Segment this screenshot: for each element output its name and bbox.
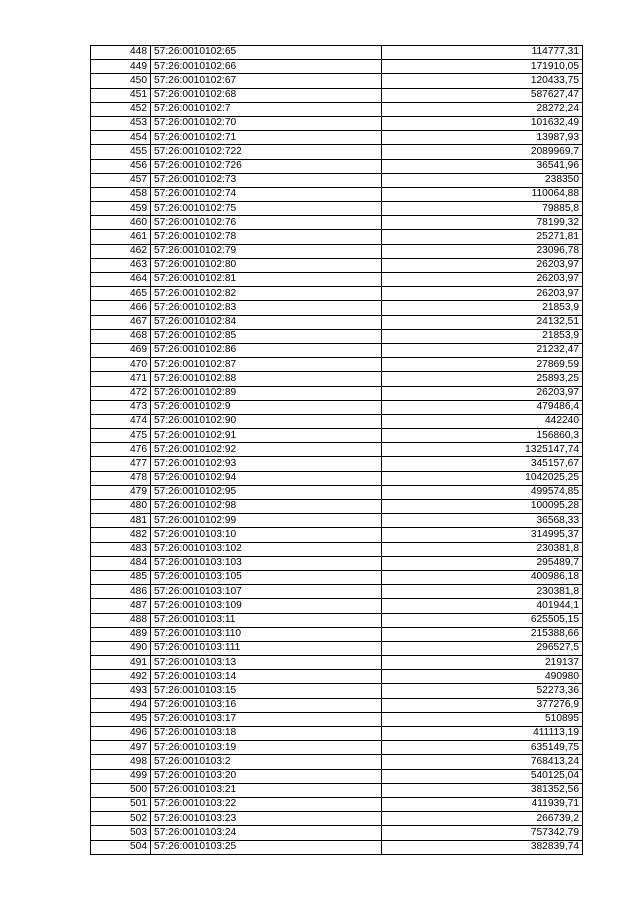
cadastral-number-cell: 57:26:0010102:88 <box>151 372 382 386</box>
table-row <box>91 88 583 102</box>
row-number-cell: 486 <box>91 585 151 599</box>
cadastral-number-cell: 57:26:0010103:17 <box>151 712 382 726</box>
cadastral-number-cell: 57:26:0010103:110 <box>151 627 382 641</box>
row-number-cell: 475 <box>91 429 151 443</box>
value-cell: 114777,31 <box>382 46 583 60</box>
cadastral-number-cell: 57:26:0010102:79 <box>151 244 382 258</box>
cadastral-number-cell: 57:26:0010102:91 <box>151 429 382 443</box>
table-row <box>91 46 583 60</box>
cadastral-number-cell: 57:26:0010102:83 <box>151 301 382 315</box>
cadastral-number-cell: 57:26:0010103:2 <box>151 755 382 769</box>
value-cell: 401944,1 <box>382 599 583 613</box>
value-cell: 345157,67 <box>382 457 583 471</box>
cadastral-number-cell: 57:26:0010102:84 <box>151 315 382 329</box>
table-row <box>91 386 583 400</box>
row-number-cell: 478 <box>91 471 151 485</box>
value-cell: 100095,28 <box>382 500 583 514</box>
table-row <box>91 656 583 670</box>
value-cell: 400986,18 <box>382 570 583 584</box>
value-cell: 26203,97 <box>382 273 583 287</box>
value-cell: 23096,78 <box>382 244 583 258</box>
row-number-cell: 480 <box>91 500 151 514</box>
table-row <box>91 840 583 854</box>
value-cell: 79885,8 <box>382 202 583 216</box>
table-row <box>91 258 583 272</box>
cadastral-number-cell: 57:26:0010102:90 <box>151 414 382 428</box>
cadastral-number-cell: 57:26:0010103:102 <box>151 542 382 556</box>
value-cell: 27869,59 <box>382 358 583 372</box>
table-row <box>91 329 583 343</box>
table-row <box>91 783 583 797</box>
value-cell: 314995,37 <box>382 528 583 542</box>
value-cell: 442240 <box>382 414 583 428</box>
row-number-cell: 492 <box>91 670 151 684</box>
row-number-cell: 500 <box>91 783 151 797</box>
table-row <box>91 287 583 301</box>
table-row <box>91 131 583 145</box>
table-row <box>91 116 583 130</box>
row-number-cell: 472 <box>91 386 151 400</box>
row-number-cell: 463 <box>91 258 151 272</box>
row-number-cell: 469 <box>91 343 151 357</box>
row-number-cell: 496 <box>91 727 151 741</box>
table-row <box>91 514 583 528</box>
value-cell: 510895 <box>382 712 583 726</box>
row-number-cell: 467 <box>91 315 151 329</box>
table-row <box>91 585 583 599</box>
value-cell: 490980 <box>382 670 583 684</box>
row-number-cell: 468 <box>91 329 151 343</box>
row-number-cell: 482 <box>91 528 151 542</box>
row-number-cell: 454 <box>91 131 151 145</box>
row-number-cell: 471 <box>91 372 151 386</box>
value-cell: 21232,47 <box>382 343 583 357</box>
row-number-cell: 470 <box>91 358 151 372</box>
value-cell: 295489,7 <box>382 556 583 570</box>
value-cell: 26203,97 <box>382 258 583 272</box>
cadastral-number-cell: 57:26:0010103:11 <box>151 613 382 627</box>
table-row <box>91 500 583 514</box>
value-cell: 296527,5 <box>382 641 583 655</box>
value-cell: 382839,74 <box>382 840 583 854</box>
row-number-cell: 481 <box>91 514 151 528</box>
row-number-cell: 483 <box>91 542 151 556</box>
row-number-cell: 501 <box>91 797 151 811</box>
row-number-cell: 450 <box>91 74 151 88</box>
cadastral-number-cell: 57:26:0010102:99 <box>151 514 382 528</box>
table-row <box>91 315 583 329</box>
table-row <box>91 528 583 542</box>
cadastral-number-cell: 57:26:0010102:7 <box>151 102 382 116</box>
table-row <box>91 400 583 414</box>
row-number-cell: 494 <box>91 698 151 712</box>
row-number-cell: 504 <box>91 840 151 854</box>
table-row <box>91 641 583 655</box>
cadastral-number-cell: 57:26:0010103:14 <box>151 670 382 684</box>
table-row <box>91 684 583 698</box>
value-cell: 21853,9 <box>382 329 583 343</box>
table-row <box>91 301 583 315</box>
row-number-cell: 503 <box>91 826 151 840</box>
value-cell: 110064,88 <box>382 187 583 201</box>
row-number-cell: 464 <box>91 273 151 287</box>
table-row <box>91 343 583 357</box>
table-row <box>91 457 583 471</box>
value-cell: 156860,3 <box>382 429 583 443</box>
value-cell: 120433,75 <box>382 74 583 88</box>
row-number-cell: 484 <box>91 556 151 570</box>
row-number-cell: 499 <box>91 769 151 783</box>
row-number-cell: 488 <box>91 613 151 627</box>
row-number-cell: 465 <box>91 287 151 301</box>
value-cell: 26203,97 <box>382 386 583 400</box>
row-number-cell: 502 <box>91 812 151 826</box>
table-row <box>91 712 583 726</box>
table-row <box>91 727 583 741</box>
cadastral-number-cell: 57:26:0010102:9 <box>151 400 382 414</box>
value-cell: 28272,24 <box>382 102 583 116</box>
value-cell: 13987,93 <box>382 131 583 145</box>
table-row <box>91 556 583 570</box>
row-number-cell: 452 <box>91 102 151 116</box>
value-cell: 36541,96 <box>382 159 583 173</box>
cadastral-number-cell: 57:26:0010103:20 <box>151 769 382 783</box>
row-number-cell: 449 <box>91 60 151 74</box>
table-row <box>91 74 583 88</box>
cadastral-number-cell: 57:26:0010103:105 <box>151 570 382 584</box>
row-number-cell: 493 <box>91 684 151 698</box>
value-cell: 1325147,74 <box>382 443 583 457</box>
table-row <box>91 443 583 457</box>
row-number-cell: 462 <box>91 244 151 258</box>
table-row <box>91 273 583 287</box>
row-number-cell: 498 <box>91 755 151 769</box>
table-row <box>91 145 583 159</box>
cadastral-number-cell: 57:26:0010102:75 <box>151 202 382 216</box>
row-number-cell: 451 <box>91 88 151 102</box>
cadastral-number-cell: 57:26:0010103:23 <box>151 812 382 826</box>
cadastral-number-cell: 57:26:0010102:71 <box>151 131 382 145</box>
row-number-cell: 466 <box>91 301 151 315</box>
row-number-cell: 455 <box>91 145 151 159</box>
value-cell: 101632,49 <box>382 116 583 130</box>
cadastral-number-cell: 57:26:0010102:78 <box>151 230 382 244</box>
cadastral-number-cell: 57:26:0010102:726 <box>151 159 382 173</box>
value-cell: 52273,36 <box>382 684 583 698</box>
cadastral-number-cell: 57:26:0010103:109 <box>151 599 382 613</box>
cadastral-number-cell: 57:26:0010102:94 <box>151 471 382 485</box>
cadastral-number-cell: 57:26:0010102:92 <box>151 443 382 457</box>
cadastral-number-cell: 57:26:0010102:87 <box>151 358 382 372</box>
table-row <box>91 797 583 811</box>
value-cell: 381352,56 <box>382 783 583 797</box>
value-cell: 266739,2 <box>382 812 583 826</box>
row-number-cell: 490 <box>91 641 151 655</box>
table-row <box>91 102 583 116</box>
table-row <box>91 627 583 641</box>
value-cell: 768413,24 <box>382 755 583 769</box>
cadastral-number-cell: 57:26:0010102:76 <box>151 216 382 230</box>
cadastral-number-cell: 57:26:0010102:82 <box>151 287 382 301</box>
value-cell: 219137 <box>382 656 583 670</box>
cadastral-number-cell: 57:26:0010103:103 <box>151 556 382 570</box>
cadastral-number-cell: 57:26:0010103:19 <box>151 741 382 755</box>
table-row <box>91 216 583 230</box>
cadastral-number-cell: 57:26:0010103:10 <box>151 528 382 542</box>
value-cell: 24132,51 <box>382 315 583 329</box>
cadastral-number-cell: 57:26:0010103:21 <box>151 783 382 797</box>
value-cell: 171910,05 <box>382 60 583 74</box>
table-row <box>91 372 583 386</box>
row-number-cell: 473 <box>91 400 151 414</box>
row-number-cell: 456 <box>91 159 151 173</box>
cadastral-number-cell: 57:26:0010103:15 <box>151 684 382 698</box>
table-row <box>91 769 583 783</box>
table-row <box>91 358 583 372</box>
row-number-cell: 489 <box>91 627 151 641</box>
cadastral-number-cell: 57:26:0010102:74 <box>151 187 382 201</box>
cadastral-number-cell: 57:26:0010102:68 <box>151 88 382 102</box>
value-cell: 215388,66 <box>382 627 583 641</box>
row-number-cell: 487 <box>91 599 151 613</box>
table-row <box>91 613 583 627</box>
value-cell: 411113,19 <box>382 727 583 741</box>
cadastral-number-cell: 57:26:0010102:93 <box>151 457 382 471</box>
row-number-cell: 495 <box>91 712 151 726</box>
table-row <box>91 826 583 840</box>
value-cell: 377276,9 <box>382 698 583 712</box>
table-row <box>91 60 583 74</box>
cadastral-number-cell: 57:26:0010102:722 <box>151 145 382 159</box>
table-row <box>91 599 583 613</box>
table-row <box>91 698 583 712</box>
value-cell: 238350 <box>382 173 583 187</box>
row-number-cell: 491 <box>91 656 151 670</box>
cadastral-number-cell: 57:26:0010103:22 <box>151 797 382 811</box>
cadastral-number-cell: 57:26:0010103:18 <box>151 727 382 741</box>
row-number-cell: 474 <box>91 414 151 428</box>
table-row <box>91 159 583 173</box>
cadastral-number-cell: 57:26:0010102:95 <box>151 485 382 499</box>
row-number-cell: 479 <box>91 485 151 499</box>
row-number-cell: 459 <box>91 202 151 216</box>
table-row <box>91 414 583 428</box>
value-cell: 499574,85 <box>382 485 583 499</box>
value-cell: 625505,15 <box>382 613 583 627</box>
cadastral-number-cell: 57:26:0010102:85 <box>151 329 382 343</box>
table-row <box>91 244 583 258</box>
value-cell: 25271,81 <box>382 230 583 244</box>
table-row <box>91 187 583 201</box>
value-cell: 540125,04 <box>382 769 583 783</box>
table-body <box>91 46 583 855</box>
table-row <box>91 755 583 769</box>
value-cell: 587627,47 <box>382 88 583 102</box>
row-number-cell: 448 <box>91 46 151 60</box>
table-row <box>91 471 583 485</box>
cadastral-number-cell: 57:26:0010103:24 <box>151 826 382 840</box>
value-cell: 230381,8 <box>382 542 583 556</box>
value-cell: 78199,32 <box>382 216 583 230</box>
row-number-cell: 497 <box>91 741 151 755</box>
value-cell: 757342,79 <box>382 826 583 840</box>
table-row <box>91 670 583 684</box>
cadastral-number-cell: 57:26:0010102:66 <box>151 60 382 74</box>
table-row <box>91 485 583 499</box>
value-cell: 26203,97 <box>382 287 583 301</box>
cadastral-number-cell: 57:26:0010103:16 <box>151 698 382 712</box>
cadastral-number-cell: 57:26:0010103:111 <box>151 641 382 655</box>
row-number-cell: 476 <box>91 443 151 457</box>
table-row <box>91 741 583 755</box>
row-number-cell: 458 <box>91 187 151 201</box>
row-number-cell: 453 <box>91 116 151 130</box>
table-row <box>91 570 583 584</box>
value-cell: 36568,33 <box>382 514 583 528</box>
value-cell: 21853,9 <box>382 301 583 315</box>
table-row <box>91 230 583 244</box>
cadastral-number-cell: 57:26:0010102:65 <box>151 46 382 60</box>
cadastral-number-cell: 57:26:0010102:73 <box>151 173 382 187</box>
row-number-cell: 461 <box>91 230 151 244</box>
cadastral-number-cell: 57:26:0010102:89 <box>151 386 382 400</box>
value-cell: 25893,25 <box>382 372 583 386</box>
table-row <box>91 429 583 443</box>
value-cell: 635149,75 <box>382 741 583 755</box>
cadastral-number-cell: 57:26:0010102:86 <box>151 343 382 357</box>
row-number-cell: 485 <box>91 570 151 584</box>
table-row <box>91 173 583 187</box>
table-row <box>91 202 583 216</box>
value-cell: 2089969,7 <box>382 145 583 159</box>
cadastral-number-cell: 57:26:0010102:80 <box>151 258 382 272</box>
table-row <box>91 542 583 556</box>
value-cell: 1042025,25 <box>382 471 583 485</box>
cadastral-number-cell: 57:26:0010102:98 <box>151 500 382 514</box>
row-number-cell: 457 <box>91 173 151 187</box>
cadastral-number-cell: 57:26:0010102:70 <box>151 116 382 130</box>
cadastral-number-cell: 57:26:0010102:67 <box>151 74 382 88</box>
table-row <box>91 812 583 826</box>
value-cell: 479486,4 <box>382 400 583 414</box>
value-cell: 230381,8 <box>382 585 583 599</box>
cadastral-number-cell: 57:26:0010103:25 <box>151 840 382 854</box>
cadastral-value-table <box>90 45 583 855</box>
row-number-cell: 477 <box>91 457 151 471</box>
value-cell: 411939,71 <box>382 797 583 811</box>
cadastral-number-cell: 57:26:0010103:107 <box>151 585 382 599</box>
row-number-cell: 460 <box>91 216 151 230</box>
cadastral-number-cell: 57:26:0010102:81 <box>151 273 382 287</box>
cadastral-number-cell: 57:26:0010103:13 <box>151 656 382 670</box>
